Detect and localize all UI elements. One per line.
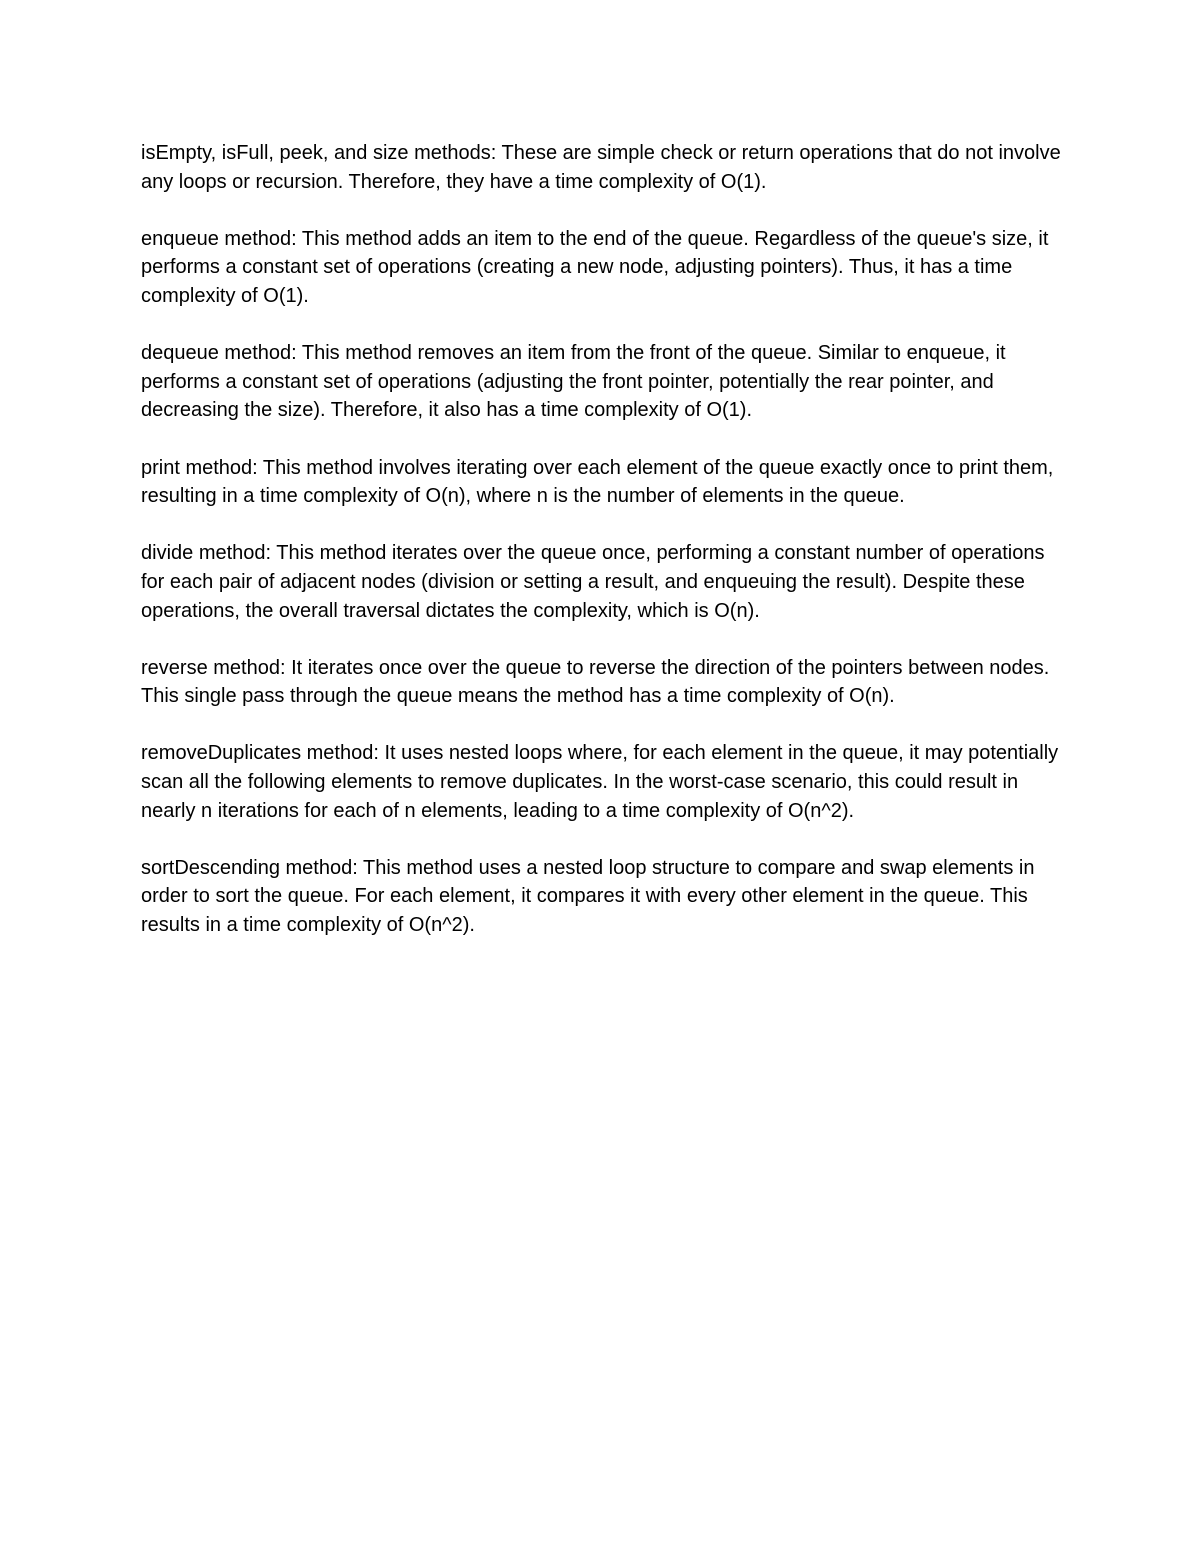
paragraph-isempty-isfull-peek-size: isEmpty, isFull, peek, and size methods: These are simple check or return operations that do not involve any loops or recursion. Therefore, they have a time complexity of O(1).	[141, 142, 1061, 193]
paragraph-divide: divide method: This method iterates over the queue once, performing a constant number of operations for each pair of adjacent nodes (division or setting a result, and enqueuing the result). Despite these operations, the overall traversal dictates the complexity, which is O(n).	[141, 542, 1045, 622]
paragraph-reverse: reverse method: It iterates once over the queue to reverse the direction of the pointers between nodes. This single pass through the queue means the method has a time complexity of O(n).	[141, 656, 1050, 708]
paragraph-print: print method: This method involves iterating over each element of the queue exactly once to print them, resulting in a time complexity of O(n), where n is the number of elements in the queue.	[141, 456, 1054, 508]
paragraph-dequeue: dequeue method: This method removes an item from the front of the queue. Similar to enqueue, it performs a constant set of operations (adjusting the front pointer, potentially the rear pointer, and decreasing the size). Therefore, it also has a time complexity of O(1).	[141, 342, 1006, 422]
paragraph-enqueue: enqueue method: This method adds an item to the end of the queue. Regardless of the queue's size, it performs a constant set of operations (creating a new node, adjusting pointers). Thus, it has a time complexity of O(1).	[141, 227, 1049, 307]
paragraph-remove-duplicates: removeDuplicates method: It uses nested loops where, for each element in the queue, it may potentially scan all the following elements to remove duplicates. In the worst-case scenario, this could result in nearly n iterations for each of n elements, leading to a time complexity of O(n^2).	[141, 742, 1059, 822]
paragraph-sort-descending: sortDescending method: This method uses a nested loop structure to compare and swap elements in order to sort the queue. For each element, it compares it with every other element in the queue. This results in a time complexity of O(n^2).	[141, 856, 1035, 937]
document-body	[141, 139, 1066, 968]
